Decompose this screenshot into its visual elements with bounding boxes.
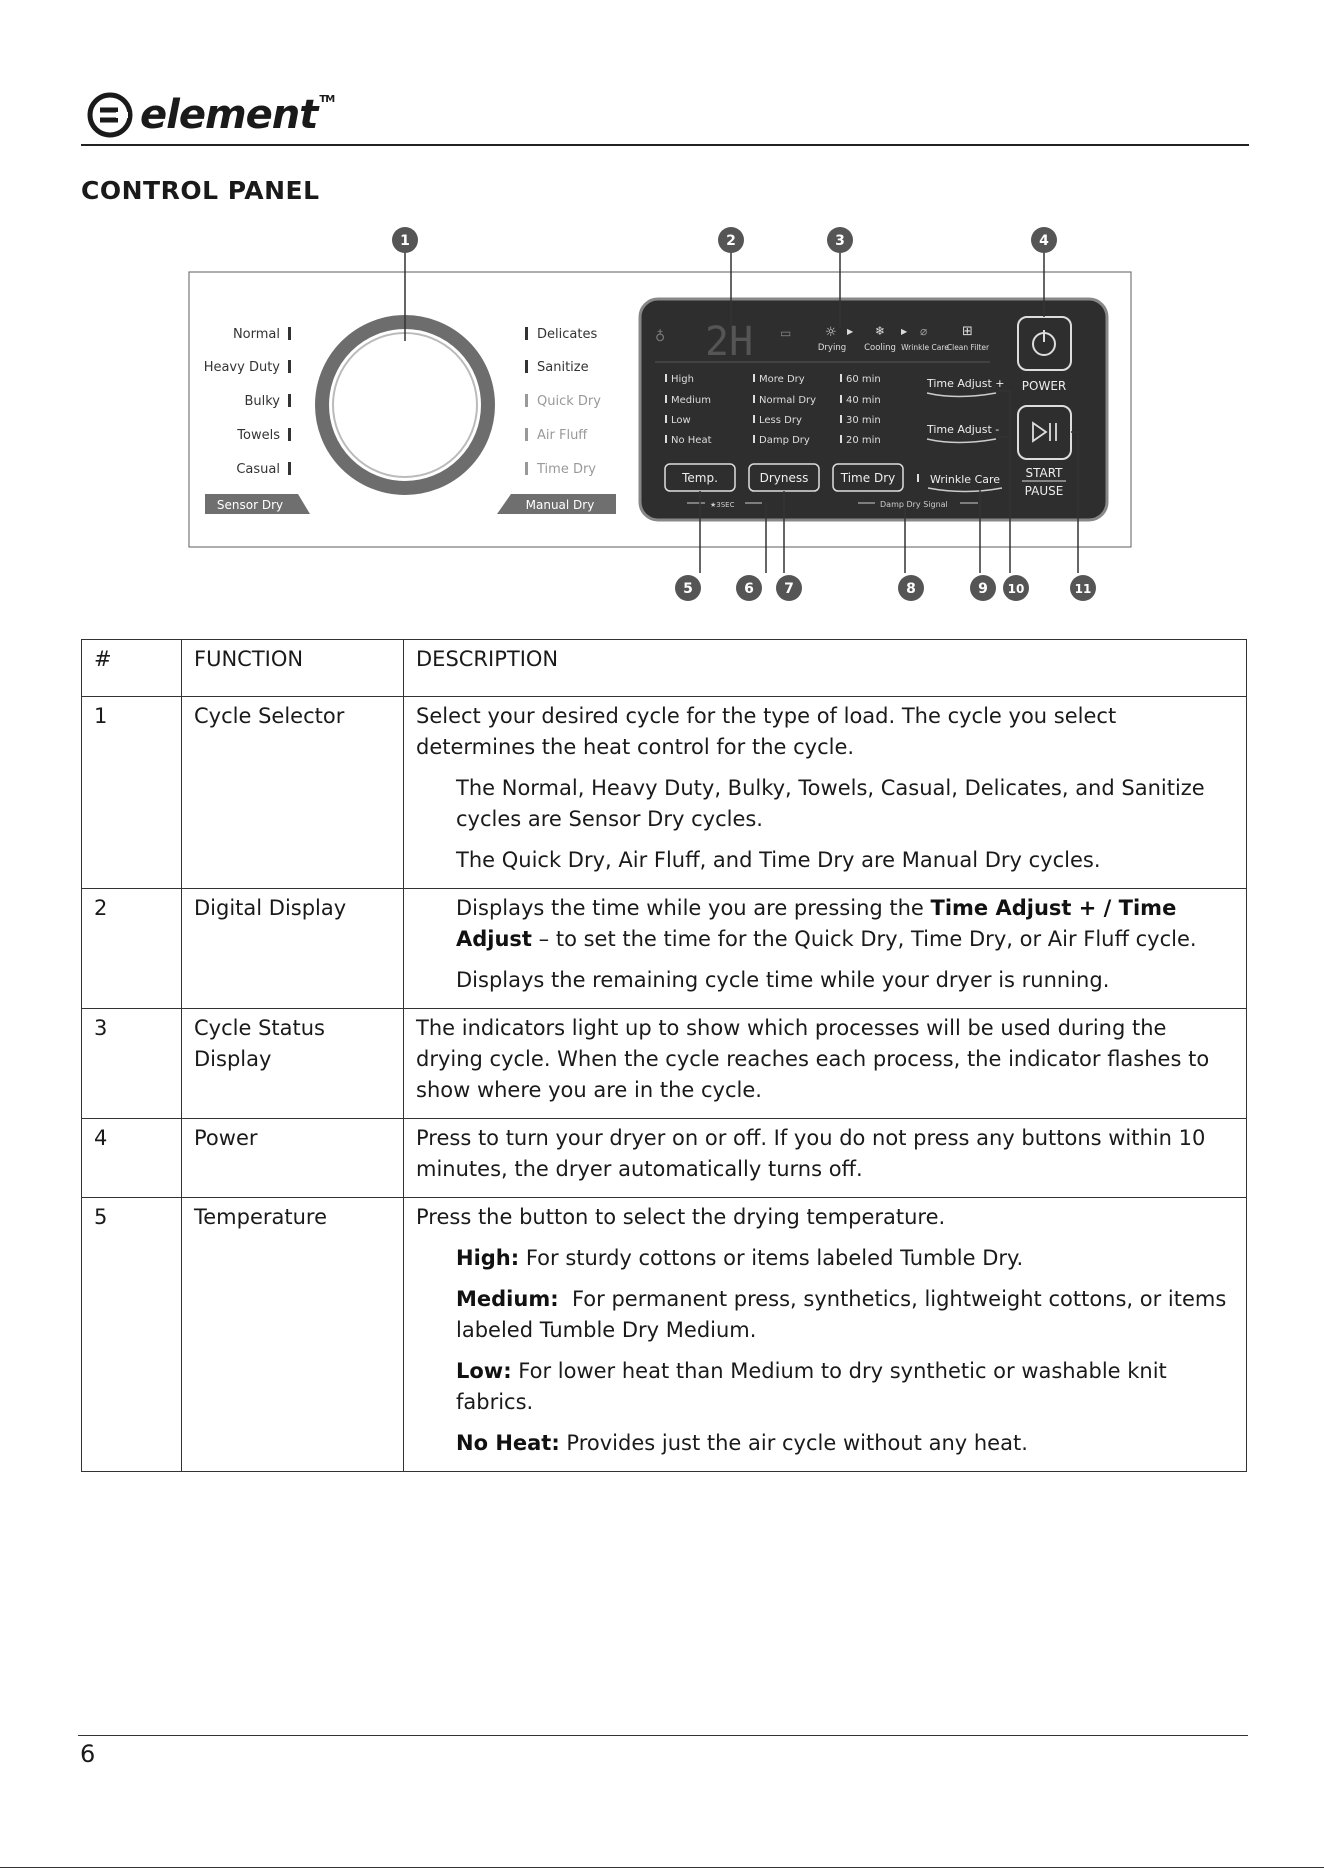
- table-row: 2 Digital Display Displays the time while you are pressing the Time Adjust + / Time Adjust – to set the time for the Quick Dry, Time Dry, or Air Fluff cycle. Displays the remaining cycle time while your dryer is running.: [82, 889, 1247, 1009]
- svg-text:Clean Filter: Clean Filter: [946, 343, 990, 352]
- cycle-air-fluff: Air Fluff: [537, 428, 588, 443]
- wrinkle-care-button: Wrinkle Care: [929, 473, 1001, 486]
- clean-filter-icon: ⊞: [962, 324, 973, 339]
- time-adjust-plus-label: Time Adjust +: [927, 377, 1005, 390]
- svg-text:2: 2: [726, 233, 736, 249]
- power-label: POWER: [1021, 379, 1067, 393]
- svg-text:Medium: Medium: [671, 395, 711, 406]
- svg-text:60 min: 60 min: [846, 374, 881, 385]
- svg-text:4: 4: [1039, 233, 1049, 249]
- table-row: 5 Temperature Press the button to select the drying temperature. High: For sturdy cottons or items labeled Tumble Dry. Medium: For permanent press, synthetics, lightweight cottons, or items labeled Tumble Dry Medium. Low: For lower heat than Medium to dry synthetic or washable knit fabrics. No Heat: Provides just the air cycle without any heat.: [82, 1198, 1247, 1472]
- svg-text:20 min: 20 min: [846, 435, 881, 446]
- svg-text:Damp Dry: Damp Dry: [759, 435, 810, 446]
- svg-text:Time Dry: Time Dry: [840, 471, 896, 485]
- svg-text:6: 6: [744, 581, 754, 597]
- svg-text:Wrinkle Care: Wrinkle Care: [901, 343, 949, 352]
- control-panel-table: [81, 639, 1247, 1472]
- damp-dry-signal-label: Damp Dry Signal: [880, 500, 948, 509]
- page-number: 6: [80, 1740, 96, 1768]
- svg-text:More Dry: More Dry: [759, 374, 805, 385]
- svg-text:1: 1: [400, 233, 410, 249]
- svg-text:11: 11: [1074, 582, 1092, 596]
- svg-text:High: High: [671, 374, 694, 385]
- lock-indicator-icon: ♁: [655, 329, 666, 345]
- svg-text:10: 10: [1007, 582, 1025, 596]
- svg-text:5: 5: [683, 581, 693, 597]
- element-logo-icon: [86, 91, 134, 139]
- pause-label: PAUSE: [1024, 484, 1064, 498]
- cycle-bulky: Bulky: [244, 394, 280, 409]
- table-header-row: [82, 640, 1247, 697]
- svg-text:Normal Dry: Normal Dry: [759, 395, 817, 406]
- cycle-quick-dry: Quick Dry: [537, 394, 601, 409]
- svg-text:▶: ▶: [847, 327, 854, 336]
- svg-text:Temp.: Temp.: [682, 471, 718, 485]
- svg-text:8: 8: [906, 581, 916, 597]
- svg-text:Dryness: Dryness: [759, 471, 809, 485]
- section-title: CONTROL PANEL: [81, 176, 320, 205]
- header-num: #: [82, 640, 182, 697]
- svg-text:Less Dry: Less Dry: [759, 415, 802, 426]
- svg-text:Low: Low: [671, 415, 691, 426]
- control-panel-figure: [180, 218, 1140, 618]
- svg-text:No Heat: No Heat: [671, 435, 712, 446]
- svg-text:3: 3: [835, 233, 845, 249]
- drying-icon: ☼: [825, 325, 837, 340]
- sensor-dry-label: Sensor Dry: [216, 498, 284, 512]
- svg-text:40 min: 40 min: [846, 395, 881, 406]
- manual-cycle-ticks-dim: [525, 394, 528, 475]
- cycle-sanitize: Sanitize: [537, 360, 589, 375]
- svg-text:30 min: 30 min: [846, 415, 881, 426]
- svg-text:▶: ▶: [901, 327, 908, 336]
- manual-dry-label: Manual Dry: [525, 498, 595, 512]
- footer-divider: [78, 1735, 1248, 1736]
- header-divider: [81, 144, 1249, 146]
- svg-text:7: 7: [784, 581, 794, 597]
- cycle-casual: Casual: [236, 462, 280, 477]
- cooling-icon: ❄: [875, 324, 886, 338]
- svg-text:9: 9: [978, 581, 988, 597]
- wrinkle-care-icon: ⌀: [920, 324, 928, 338]
- start-label: START: [1025, 466, 1063, 480]
- table-row: 4 Power Press to turn your dryer on or off. If you do not press any buttons within 10 minutes, the dryer automatically turns off.: [82, 1119, 1247, 1198]
- lock-label: ★3SEC: [710, 501, 735, 509]
- header-function: FUNCTION: [182, 640, 404, 697]
- power-button: [1018, 317, 1071, 370]
- cycle-towels: Towels: [237, 428, 280, 443]
- cycle-delicates: Delicates: [537, 327, 598, 342]
- damp-indicator-icon: ▭: [780, 326, 792, 340]
- header-description: DESCRIPTION: [404, 640, 1247, 697]
- cycle-time-dry: Time Dry: [537, 462, 596, 477]
- svg-text:Drying: Drying: [817, 343, 847, 353]
- cycle-selector-knob: [322, 322, 488, 488]
- brand-logo: [86, 90, 334, 140]
- table-row: 1 Cycle Selector Select your desired cycle for the type of load. The cycle you select determines the heat control for the cycle. The Normal, Heavy Duty, Bulky, Towels, Casual, Delicates, and Sanitize cycles are Sensor Dry cycles. The Quick Dry, Air Fluff, and Time Dry are Manual Dry cycles.: [82, 697, 1247, 889]
- digital-display-digits: 2H: [705, 319, 754, 365]
- bottom-edge-rule: [0, 1867, 1324, 1868]
- cycle-normal: Normal: [232, 327, 280, 342]
- table-row: 3 Cycle Status Display The indicators light up to show which processes will be used during the drying cycle. When the cycle reaches each process, the indicator flashes to show where you are in the cycle.: [82, 1009, 1247, 1119]
- svg-text:Cooling: Cooling: [864, 343, 896, 353]
- time-adjust-minus-label: Time Adjust -: [927, 423, 1000, 436]
- status-labels: [818, 343, 990, 353]
- brand-wordmark: element ™: [140, 92, 335, 138]
- cycle-heavy-duty: Heavy Duty: [203, 360, 280, 375]
